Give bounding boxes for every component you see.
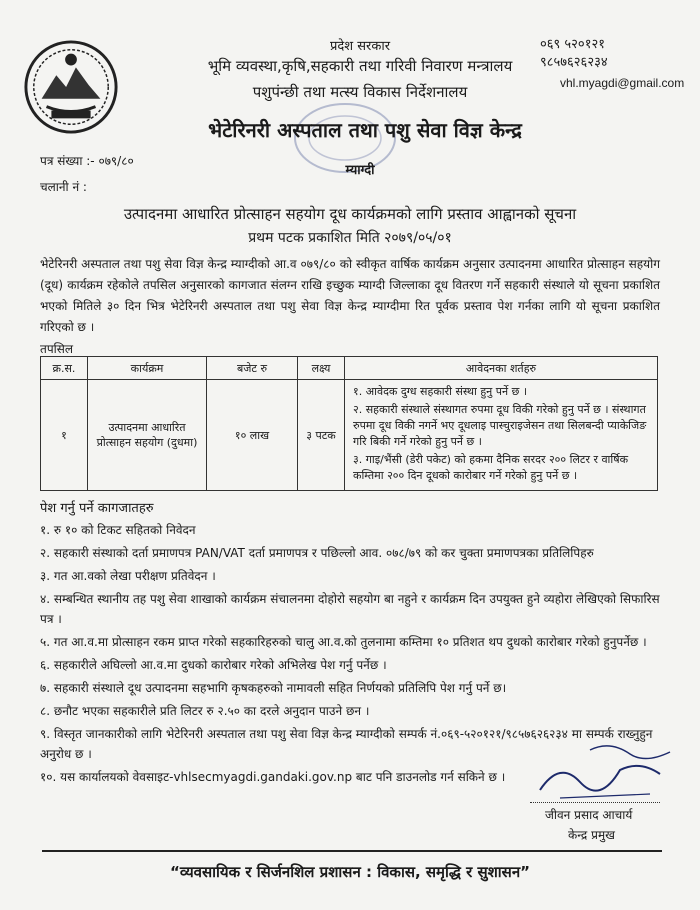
government-emblem-icon (22, 38, 120, 136)
phone-2: ९८५७६२६२३४ (540, 55, 608, 70)
schedule-label: तपसिल (40, 342, 74, 356)
footer-divider (42, 850, 662, 852)
notice-intro: भेटेरिनरी अस्पताल तथा पशु सेवा विज्ञ केन्द्र म्याग्दीको आ.व ०७९/८० को स्वीकृत वार्षिक कार्यक्रम अनुसार उत्पादनमा आधारित प्रोत्साहन सहयोग (दूध) कार्यक्रम रहेकोले तपसिल अनुसारको कागजात संलग्न राखि इच्छुक म्याग्दी जिल्लाका दूध वितरण गर्ने सहकारी संस्थाले यो सूचना प्रकाशित भएको मितिले ३० दिन भित्र भेटेरिनरी अस्पताल तथा पशु सेवा विज्ञ केन्द्र म्याग्दीमा रित पूर्वक प्रस्ताव पेश गर्नका लागि यो सूचना प्रकाशित गरिएको छ । (40, 257, 660, 334)
published-date: प्रथम पटक प्रकाशित मिति २०७९/०५/०१ (248, 230, 452, 246)
notice-title: उत्पादनमा आधारित प्रोत्साहन सहयोग दूध कार्यक्रमको लागि प्रस्ताव आह्वानको सूचना (123, 205, 577, 223)
list-item: १. रु १० को टिकट सहितको निवेदन (40, 523, 196, 537)
list-item: ६. सहकारीले अघिल्लो आ.व.मा दुधको कारोबार गरेको अभिलेख पेश गर्नु पर्नेछ । (40, 658, 387, 672)
cell-budget: १० लाख (207, 380, 298, 491)
district-name: म्याग्दी (345, 163, 375, 178)
list-item: १०. यस कार्यालयको वेवसाइट-vhlsecmyagdi.gandaki.gov.np बाट पनि डाउनलोड गर्न सकिने छ । (40, 770, 506, 784)
cell-program: उत्पादनमा आधारित प्रोत्साहन सहयोग (दुधमा) (88, 380, 207, 491)
government-name: प्रदेश सरकार (329, 39, 391, 54)
list-item: ३. गत आ.वको लेखा परीक्षण प्रतिवेदन । (40, 569, 216, 583)
signatory-title: केन्द्र प्रमुख (568, 828, 615, 842)
directorate-name: पशुपंन्छी तथा मत्स्य विकास निर्देशनालय (252, 83, 468, 101)
col-budget: बजेट रु (207, 357, 298, 380)
ministry-name: भूमि व्यवस्था,कृषि,सहकारी तथा गरिवी निवारण मन्त्रालय (207, 57, 513, 75)
program-table (40, 356, 658, 491)
col-conditions: आवेदनका शर्तहरु (345, 357, 658, 380)
table-row (41, 380, 658, 491)
reference-number: पत्र संख्या :- ०७९/८० (40, 154, 134, 168)
list-item: ४. सम्बन्धित स्थानीय तह पशु सेवा शाखाको कार्यक्रम संचालनमा दोहोरो सहयोग बा नहुने र कार्यक्रम दिन उपयुक्त हुने व्यहोरा लेखिएको सिफारिस पत्र । (40, 592, 660, 626)
documents-heading: पेश गर्नु पर्ने कागजातहरु (40, 501, 154, 516)
col-target: लक्ष्य (298, 357, 345, 380)
condition-item: १. आवेदक दुग्ध सहकारी संस्था हुनु पर्ने छ । (353, 385, 528, 398)
dispatch-number: चलानी नं : (40, 180, 87, 194)
list-item: ७. सहकारी संस्थाले दूध उत्पादनमा सहभागि कृषकहरुको नामावली सहित निर्णयको प्रतिलिपि पेश गर्नु पर्ने छ। (40, 681, 507, 695)
condition-item: ३. गाइ/भैंसी (डेरी पकेट) को हकमा दैनिक सरदर २०० लिटर र वार्षिक कम्तिमा २०० दिन दूधको कारोबार गर्ने गरेको हुनु पर्ने छ । (353, 453, 629, 482)
list-item: ५. गत आ.व.मा प्रोत्साहन रकम प्राप्त गरेको सहकारिहरुको चालु आ.व.को तुलनामा कम्तिमा १० प्रतिशत थप दुधको कारोबार गरेको हुनुपर्नेछ । (40, 635, 647, 649)
signature-line (530, 802, 660, 803)
signatory-name: जीवन प्रसाद आचार्य (545, 808, 633, 822)
table-header-row (41, 357, 658, 380)
list-item: ८. छनौट भएका सहकारीले प्रति लिटर रु २.५० का दरले अनुदान पाउने छन । (40, 704, 370, 718)
col-program: कार्यक्रम (88, 357, 207, 380)
footer-motto: “व्यवसायिक र सिर्जनशिल प्रशासन : विकास, समृद्धि र सुशासन” (169, 863, 531, 881)
cell-target: ३ पटक (298, 380, 345, 491)
col-sn: क्र.स. (41, 357, 88, 380)
cell-conditions (345, 380, 658, 491)
condition-item: २. सहकारी संस्थाले संस्थागत रुपमा दूध विकी गरेको हुनु पर्ने छ । संस्थागत रुपमा दूध विकी नगर्ने भए दूधलाइ पास्चुराइजेसन तथा सिलबन्दी प्याकेजिङ गरि बिकी गर्ने गरेको हुनु पर्ने छ । (353, 403, 647, 448)
hospital-name: भेटेरिनरी अस्पताल तथा पशु सेवा विज्ञ केन्द्र (208, 118, 522, 142)
phone-1: ०६९ ५२०१२१ (540, 37, 605, 52)
list-item: ९. विस्तृत जानकारीको लागि भेटेरिनरी अस्पताल तथा पशु सेवा विज्ञ केन्द्र म्याग्दीको सम्पर्क नं.०६९-५२०१२१/९८५७६२६२३४ मा सम्पर्क राख्नुहुन अनुरोध छ । (40, 727, 653, 761)
signature-icon (520, 740, 680, 810)
contact-email: vhl.myagdi@gmail.com (560, 76, 685, 90)
list-item: २. सहकारी संस्थाको दर्ता प्रमाणपत्र PAN/VAT दर्ता प्रमाणपत्र र पछिल्लो आव. ०७८/७९ को कर चुक्ता प्रमाणपत्रका प्रतिलिपिहरु (40, 546, 594, 560)
cell-sn: १ (41, 380, 88, 491)
contact-phones (540, 36, 608, 72)
